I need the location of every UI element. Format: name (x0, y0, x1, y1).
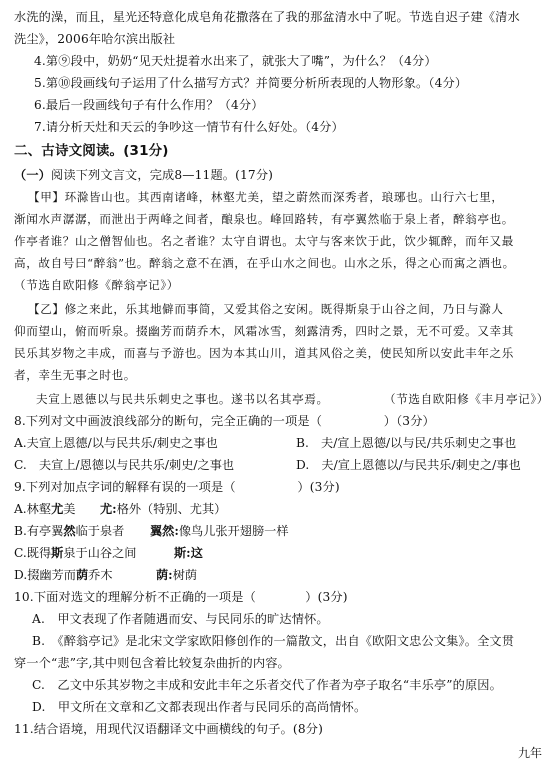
option-b-text: B.有亭翼 (14, 524, 64, 538)
passage-jia-line-1: 【甲】环滁皆山也。其西南诸峰，林壑尤美，望之蔚然而深秀者，琅琊也。山行六七里， (28, 190, 504, 204)
option-c-text-tail: 泉于山谷之间 (63, 546, 137, 560)
question-9-stem: 9.下列对加点字词的解释有误的一项是（ ）(3分) (14, 480, 340, 494)
question-11-stem: 11.结合语境，用现代汉语翻译文中画横线的句子。(8分) (14, 722, 323, 736)
option-c-dotted-char: 斯 (51, 546, 64, 560)
part-1-instruction: 阅读下列文言文，完成8—11题。(17分) (51, 168, 274, 182)
question-10-option-b: B. 《醉翁亭记》是北宋文学家欧阳修创作的一篇散文，出自《欧阳文忠公文集》。全文贯 (32, 634, 515, 648)
passage-yi-line-2: 仰而望山，俯而听泉。掇幽芳而荫乔木，风霜冰雪，刻露清秀，四时之景，无不可爱。又幸其 (14, 324, 514, 338)
question-8-option-a: A.夫宣上恩德/以与民共乐/刺史之事也 (14, 436, 218, 450)
option-a-dotted-char: 尤 (51, 502, 64, 516)
question-9-gloss-c (174, 546, 203, 561)
option-a-text-tail: 美 (63, 502, 76, 516)
question-9-option-d (14, 568, 113, 583)
question-9-option-b (14, 524, 124, 539)
question-8-stem: 8.下列对文中画波浪线部分的断句，完全正确的一项是（ ）（3分） (14, 414, 435, 428)
question-8-option-b: B. 夫/宣上恩德/以与民/共乐刺史之事也 (296, 436, 517, 450)
option-a-text: A.林壑 (14, 502, 52, 516)
gloss-d-word: 荫: (156, 568, 173, 582)
part-1-label: （一） (14, 168, 52, 182)
section-title: 二、古诗文阅读。(31分) (14, 143, 169, 159)
question-10-option-b-cont: 穿一个“悲”字,其中则包含着比较复杂曲折的内容。 (14, 656, 290, 670)
option-c-text: C.既得 (14, 546, 52, 560)
page-footer: 九年 (518, 746, 543, 760)
passage-yi-line-4: 者，幸生无事之时也。 (14, 368, 136, 382)
question-7: 7.请分析天灶和天云的争吵这一情节有什么好处。（4分） (34, 120, 344, 134)
gloss-d-meaning: 树荫 (172, 568, 198, 582)
question-8-option-d: D. 夫/宣上恩德以/与民共乐/刺史之/事也 (296, 458, 521, 472)
passage-tail-line-2: 洗尘》，2006年哈尔滨出版社 (14, 32, 176, 46)
question-8-option-c: C. 夫宣上/恩德以与民共乐/刺史/之事也 (14, 458, 235, 472)
option-b-text-tail: 临于泉者 (75, 524, 125, 538)
question-10-option-d: D. 甲文所在文章和乙文都表现出作者与民同乐的高尚情怀。 (32, 700, 367, 714)
question-9-gloss-d (156, 568, 197, 583)
question-9-option-c (14, 546, 136, 561)
gloss-a-word: 尤: (100, 502, 117, 516)
question-10-stem: 10.下面对选文的理解分析不正确的一项是（ ）(3分) (14, 590, 348, 604)
question-10-option-a: A. 甲文表现了作者随遇而安、与民同乐的旷达情怀。 (32, 612, 329, 626)
option-d-text-tail: 乔木 (88, 568, 113, 582)
passage-yi-line-3: 民乐其岁物之丰成，而喜与予游也。因为本其山川，道其风俗之美，使民知所以安此丰年之乐 (14, 346, 514, 360)
passage-jia-line-2: 渐闻水声潺潺，而泄出于两峰之间者，酿泉也。峰回路转，有亭翼然临于泉上者，醉翁亭也。 (14, 212, 514, 226)
gloss-c-word: 斯: (174, 546, 191, 560)
option-b-dotted-char: 然 (63, 524, 76, 538)
question-9-option-a (14, 502, 75, 517)
part-1-heading (14, 168, 273, 183)
passage-yi-source: （节选自欧阳修《丰月亭记》） (384, 392, 549, 406)
option-d-text: D.掇幽芳而 (14, 568, 76, 582)
gloss-b-word: 翼然: (150, 524, 179, 538)
passage-yi-line-1: 【乙】修之来此，乐其地僻而事简，又爱其俗之安闲。既得斯泉于山谷之间，乃日与滁人 (28, 302, 504, 316)
question-9-gloss-b (150, 524, 289, 539)
passage-jia-line-3: 作亭者谁？山之僧智仙也。名之者谁？太守自谓也。太守与客来饮于此，饮少辄醉，而年又最 (14, 234, 514, 248)
question-5: 5.第⑩段画线句子运用了什么描写方式？并简要分析所表现的人物形象。（4分） (34, 76, 468, 90)
gloss-b-meaning: 像鸟儿张开翅膀一样 (178, 524, 289, 538)
passage-jia-line-4: 高，故自号曰“醉翁”也。醉翁之意不在酒，在乎山水之间也。山水之乐，得之心而寓之酒也。 (14, 256, 515, 270)
gloss-c-meaning: 这 (190, 546, 203, 560)
gloss-a-meaning: 格外（特别、尤其） (116, 502, 227, 516)
question-9-gloss-a (100, 502, 226, 517)
passage-jia-source: （节选自欧阳修《醉翁亭记》） (14, 278, 179, 292)
question-4: 4.第⑨段中，奶奶“见天灶提着水出来了，就张大了嘴”，为什么？（4分） (34, 54, 437, 68)
passage-tail-line-1: 水洗的澡，而且，星光还特意化成皂角花撒落在了我的那盆清水中了呢。节选自迟子建《清水 (14, 10, 520, 24)
question-10-option-c: C. 乙文中乐其岁物之丰成和安此丰年之乐者交代了作者为亭子取名“丰乐亭”的原因。 (32, 678, 502, 692)
question-6: 6.最后一段画线句子有什么作用？（4分） (34, 98, 264, 112)
passage-yi-last-line: 夫宣上恩德以与民共乐刺史之事也。遂书以名其亭焉。 (36, 392, 329, 406)
option-d-dotted-char: 荫 (75, 568, 89, 582)
